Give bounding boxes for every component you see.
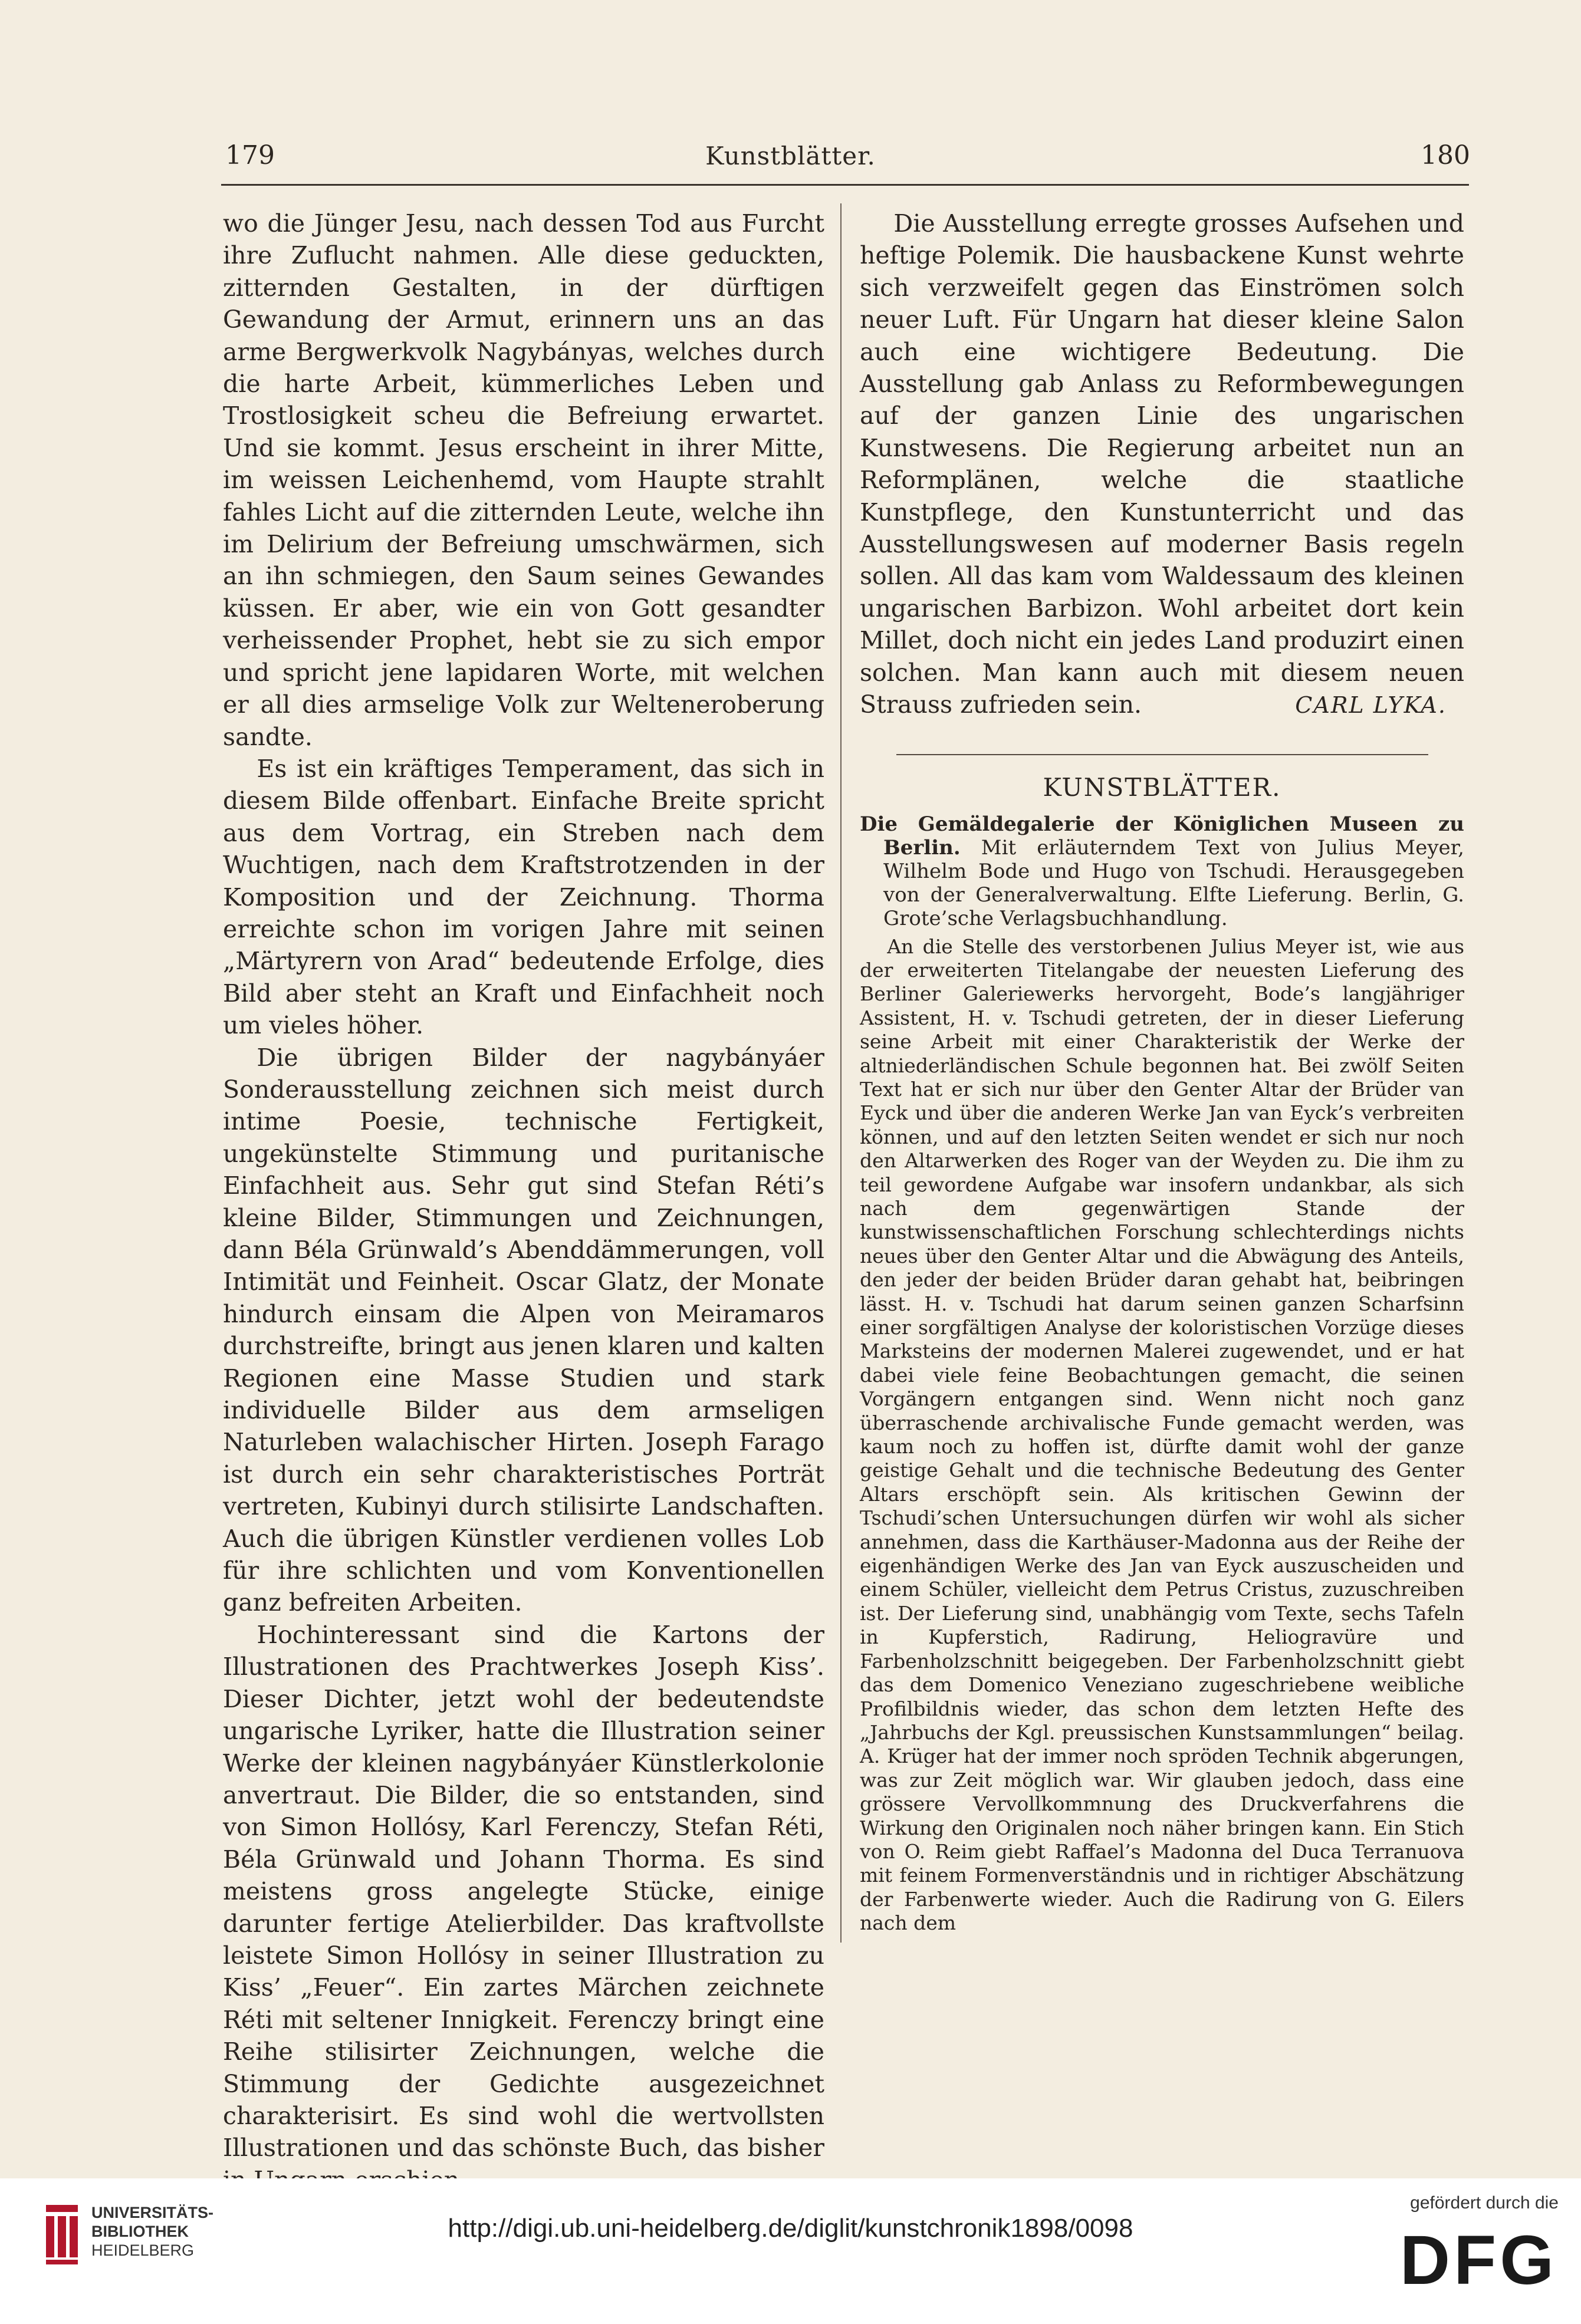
library-line-2: BIBLIOTHEK — [91, 2223, 189, 2240]
review-title: Die Gemäldegalerie der Königlichen Museen zu Berlin. — [860, 812, 1464, 860]
running-title: Kunstblätter. — [705, 141, 876, 170]
funding-label: gefördert durch die — [1410, 2193, 1559, 2213]
source-url[interactable]: http://digi.ub.uni-heidelberg.de/diglit/kunstchronik1898/0098 — [448, 2214, 1133, 2243]
review-heading — [860, 812, 1464, 930]
section-rule — [896, 754, 1428, 755]
review-body: An die Stelle des verstorbenen Julius Meyer ist, wie aus der erweiterten Titelangabe der neuesten Lieferung des Berliner Galeriewerks hervorgeht, Bode’s langjähriger Assistent, H. v. Tschudi getreten, der in dieser Lieferung seine Arbeit mit einer Charakteristik der Werke der altniederländischen Schule begonnen hat. Bei zwölf Seiten Text hat er sich nur über den Genter Altar der Brüder van Eyck und über die anderen Werke Jan van Eyck’s verbreiten können, und auf den letzten Seiten wendet er sich nur noch den Altarwerken des Roger van der Weyden zu. Die ihm zu teil gewordene Aufgabe war insofern undankbar, als sich nach dem gegenwärtigen Stande der kunstwissenschaftlichen Forschung schlechterdings nichts neues über den Genter Altar und die Abwägung des Anteils, den jeder der beiden Brüder daran gehabt hat, beibringen lässt. H. v. Tschudi hat darum seinen ganzen Scharfsinn einer sorgfältigen Analyse der koloristischen Vorzüge dieses Marksteins der modernen Malerei zugewendet, und er hat dabei viele feine Beobachtungen gemacht, die seinen Vorgängern entgangen sind. Wenn nicht noch ganz überraschende archivalische Funde gemacht werden, was kaum noch zu hoffen ist, dürfte damit wohl der ganze geistige Gehalt und die technische Bedeutung des Genter Altars erschöpft sein. Als kritischen Gewinn der Tschudi’schen Untersuchungen dürfen wir wohl als sicher annehmen, dass die Karthäuser-Madonna aus der Reihe der eigenhändigen Werke des Jan van Eyck auszuscheiden und einem Schüler, vielleicht dem Petrus Cristus, zuzuschreiben ist. Der Lieferung sind, unabhängig vom Texte, sechs Tafeln in Kupferstich, Radirung, Heliogravüre und Farbenholzschnitt beigegeben. Der Farbenholzschnitt giebt das dem Domenico Veneziano zugeschriebene weibliche Profilbildnis wieder, das schon dem letzten Hefte des „Jahrbuchs der Kgl. preussischen Kunstsammlungen“ beilag. A. Krüger hat der immer noch spröden Technik abgerungen, was zur Zeit möglich war. Wir glauben jedoch, dass eine grössere Vervollkommnung des Druckverfahrens die Wirkung den Originalen noch näher bringen kann. Ein Stich von O. Reim giebt Raffael’s Madonna del Duca Terranuova mit feinem Formenverständnis und in richtiger Abschätzung der Farbenwerte wieder. Auch die Radirung von G. Eilers nach dem — [860, 934, 1464, 1935]
review-bibliography: Mit erläuterndem Text von Julius Meyer, Wilhelm Bode und Hugo von Tschudi. Herausgegeben von der Generalverwaltung. Elfte Lieferung. Berlin, G. Grote’sche Verlagsbuchhandlung. — [883, 835, 1464, 930]
left-paragraph-3: Die übrigen Bilder der nagybányáer Sonderausstellung zeichnen sich meist durch intime Poesie, technische Fertigkeit, ungekünstelte Stimmung und puritanische Einfachheit aus. Sehr gut sind Stefan Réti’s kleine Bilder, Stimmungen und Zeichnungen, dann Béla Grünwald’s Abenddämmerungen, voll Intimität und Feinheit. Oscar Glatz, der Monate hindurch einsam die Alpen von Meiramaros durchstreifte, bringt aus jenen klaren und kalten Regionen eine Masse Studien und stark individuelle Bilder aus dem armseligen Naturleben walachischer Hirten. Joseph Farago ist durch ein sehr charakteristisches Porträt vertreten, Kubinyi durch stilisirte Landschaften. Auch die übrigen Künstler verdienen volles Lob für ihre schlichten und vom Konventionellen ganz befreiten Arbeiten. — [223, 1043, 824, 1617]
dfg-logo: DFG — [1399, 2221, 1557, 2299]
page-number-left: 179 — [225, 140, 275, 170]
page-number-right: 180 — [1421, 140, 1470, 170]
right-paragraph-1: Die Ausstellung erregte grosses Aufsehen und heftige Polemik. Die hausbackene Kunst wehrte sich verzweifelt gegen das Einströmen solch neuer Luft. Für Ungarn hat dieser kleine Salon auch eine wichtigere Bedeutung. Die Ausstellung gab Anlass zu Reformbewegungen auf der ganzen Linie des ungarischen Kunstwesens. Die Regierung arbeitet nun an Reformplänen, welche die staatliche Kunstpflege, den Kunstunterricht und das Ausstellungswesen auf moderner Basis regeln sollen. All das kam vom Waldessaum des kleinen ungarischen Barbizon. Wohl arbeitet dort kein Millet, doch nicht ein jedes Land produzirt einen solchen. Man kann auch mit diesem neuen Strauss zufrieden sein. — [860, 209, 1464, 719]
left-paragraph-4: Hochinteressant sind die Kartons der Illustrationen des Prachtwerkes Joseph Kiss’. Dieser Dichter, jetzt wohl der bedeutendste ungarische Lyriker, hatte die Illustration seiner Werke der kleinen nagybányáer Künstlerkolonie anvertraut. Die Bilder, die so entstanden, sind von Simon Hollósy, Karl Ferenczy, Stefan Réti, Béla Grünwald und Johann Thorma. Es sind meistens gross angelegte Stücke, einige darunter fertige Atelierbilder. Das kraftvollste leistete Simon Hollósy in seiner Illustration zu Kiss’ „Feuer“. Ein zartes Märchen zeichnete Réti mit seltener Innigkeit. Ferenczy bringt eine Reihe stilisirter Zeichnungen, welche die Stimmung der Gedichte ausgezeichnet charakterisirt. Es sind wohl die wertvollsten Illustrationen und das schönste Buch, das bisher — [223, 1620, 824, 2162]
footer-bar — [0, 2178, 1581, 2324]
library-line-3: HEIDELBERG — [91, 2241, 195, 2259]
left-paragraph-2: Es ist ein kräftiges Temperament, das sich in diesem Bilde offenbart. Einfache Breite spricht aus dem Vortrag, ein Streben nach dem Wuchtigen, nach dem Kraftstrotzenden in der Komposition und der Zeichnung. Thorma erreichte schon im vorigen Jahre mit seinen „Märtyrern von Arad“ bedeutende Erfolge, dies Bild aber steht an Kraft und Einfachheit noch um vieles höher. — [223, 754, 824, 1040]
column-divider — [840, 203, 842, 1943]
library-line-1: UNIVERSITÄTS- — [91, 2204, 214, 2221]
author-signature: CARL LYKA. — [1295, 692, 1447, 718]
left-column — [223, 208, 824, 2196]
header-rule — [221, 184, 1469, 186]
section-title: KUNSTBLÄTTER. — [1043, 772, 1281, 802]
left-paragraph-1: wo die Jünger Jesu, nach dessen Tod aus Furcht ihre Zuflucht nahmen. Alle diese geduckten, zitternden Gestalten, in der dürftigen Gewandung der Armut, erinnern uns an das arme Bergwerkvolk Nagybányas, welches durch die harte Arbeit, kümmerliches Leben und Trostlosigkeit scheu die Befreiung erwartet. Und sie kommt. Jesus erscheint in ihrer Mitte, im weissen Leichenhemd, vom Haupte strahlt fahles Licht auf die zitternden Leute, welche ihn im Delirium der Befreiung umschwärmen, sich an ihn schmiegen, den Saum seines Gewandes küssen. Er aber, wie ein von Gott gesandter verheissender Prophet, hebt sie zu sich empor und spricht jene lapidaren Worte, mit welchen er all dies armselige Volk zur Welteneroberung sandte. — [223, 209, 824, 751]
right-column — [860, 208, 1464, 1935]
